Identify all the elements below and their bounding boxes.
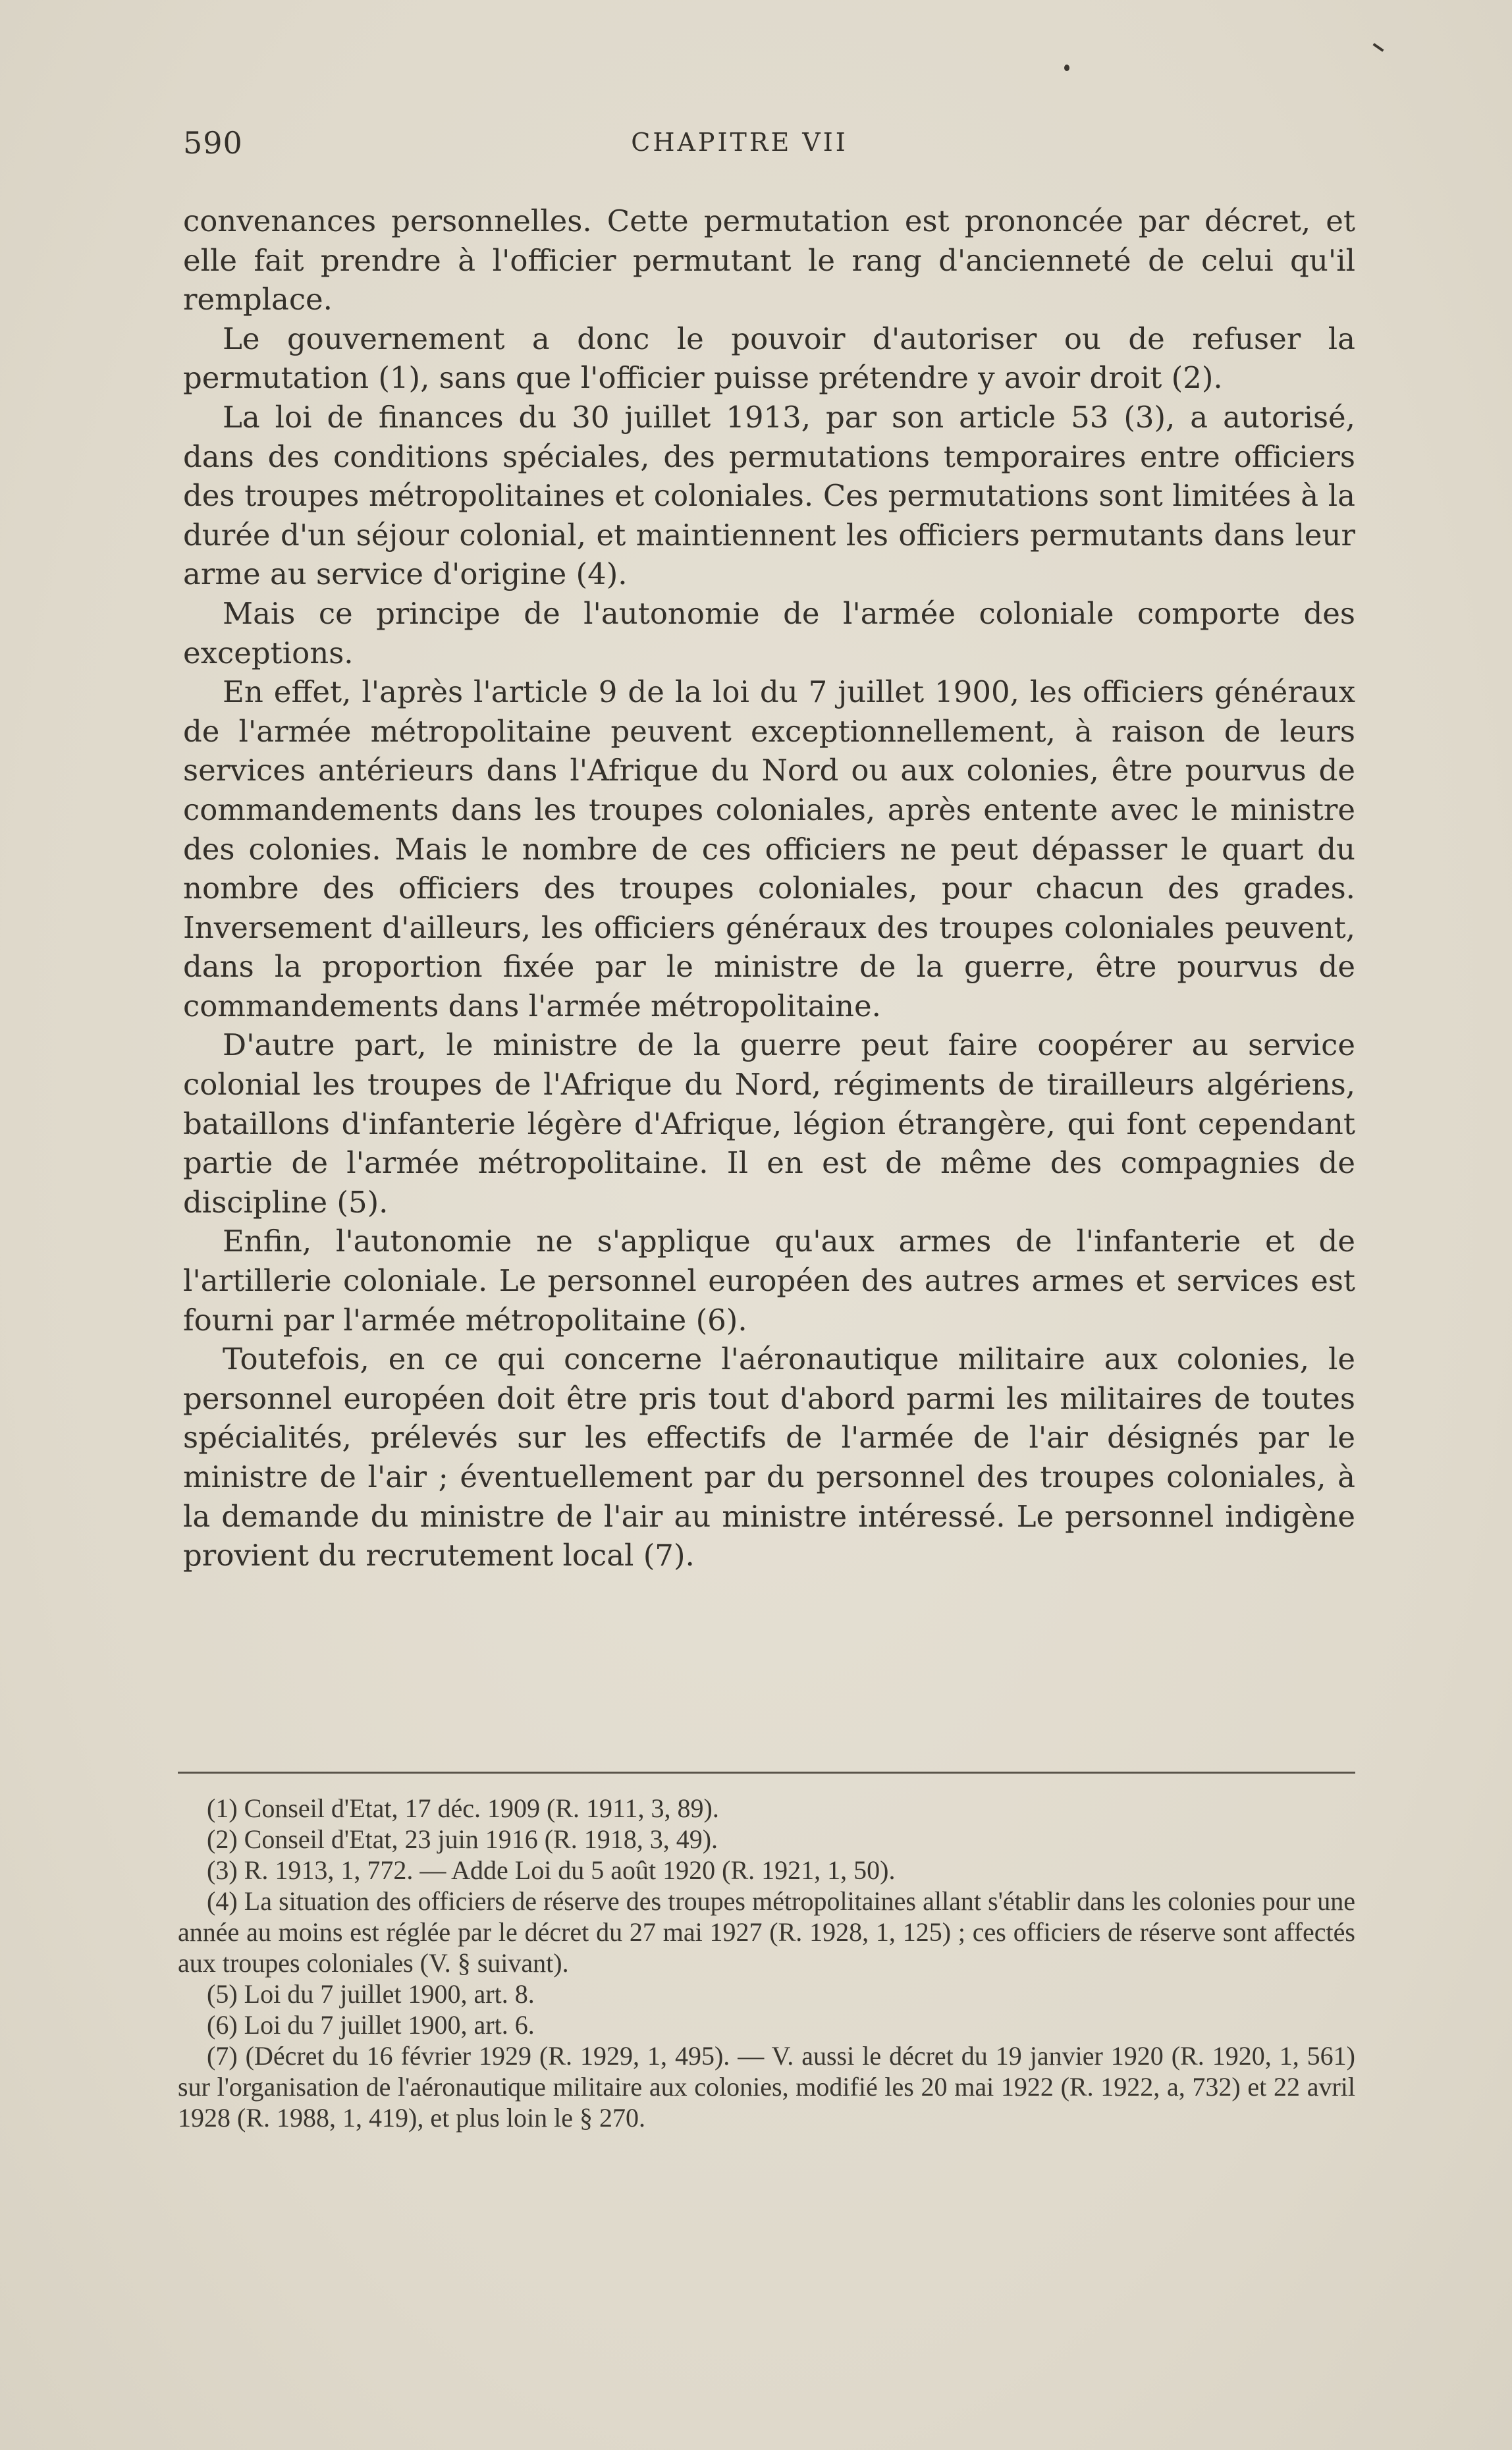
footnote: (6) Loi du 7 juillet 1900, art. 6. (207, 2010, 535, 2040)
ink-speck (1064, 65, 1069, 71)
footnote: (1) Conseil d'Etat, 17 déc. 1909 (R. 1911, 3, 89). (207, 1793, 719, 1823)
page-header (183, 125, 1355, 165)
footnote: (7) (Décret du 16 février 1929 (R. 1929, 1, 495). — V. aussi le décret du 19 janvier 1920 (R. 1920, 1, 561) sur l'organisation de l'aéronautique militaire aux colonies, modifié les 20 mai 1922 (R. 1922, a, 732) et 22 avril 1928 (R. 1988, 1, 419), et plus loin le § 270. (178, 2041, 1355, 2133)
paragraph: En effet, l'après l'article 9 de la loi du 7 juillet 1900, les officiers généraux de l'armée métropolitaine peuvent exceptionnellement, à raison de leurs services antérieurs dans l'Afrique du Nord ou aux colonies, être pourvus de commandements dans les troupes coloniales, après entente avec le ministre des colonies. Mais le nombre de ces officiers ne peut dépasser le quart du nombre des officiers des troupes coloniales, pour chacun des grades. Inversement d'ailleurs, les officiers généraux des troupes coloniales peuvent, dans la proportion fixée par le ministre de la guerre, être pourvus de commandements dans l'armée métropolitaine. (183, 674, 1355, 1023)
paragraph: Le gouvernement a donc le pouvoir d'autoriser ou de refuser la permutation (1), sans que l'officier puisse prétendre y avoir droit (2). (183, 321, 1355, 396)
page-number: 590 (183, 125, 243, 161)
paragraph: Enfin, l'autonomie ne s'applique qu'aux armes de l'infanterie et de l'artillerie coloniale. Le personnel européen des autres armes et services est fourni par l'armée métropolitaine (6). (183, 1224, 1355, 1338)
footnote-divider (178, 1772, 1355, 1774)
ink-speck (1372, 43, 1384, 52)
footnote: (5) Loi du 7 juillet 1900, art. 8. (207, 1979, 535, 2009)
paragraph: Mais ce principe de l'autonomie de l'armée coloniale comporte des exceptions. (183, 595, 1355, 670)
footnote: (4) La situation des officiers de réserve des troupes métropolitaines allant s'établir dans les colonies pour une année au moins est réglée par le décret du 27 mai 1927 (R. 1928, 1, 125) ; ces officiers de réserve sont affectés aux troupes coloniales (V. § suivant). (178, 1886, 1355, 1978)
paragraph: Toutefois, en ce qui concerne l'aéronautique militaire aux colonies, le personnel européen doit être pris tout d'abord parmi les militaires de toutes spécialités, prélevés sur les effectifs de l'armée de l'air désignés par le ministre de l'air ; éventuellement par du personnel des troupes coloniales, à la demande du ministre de l'air au ministre intéressé. Le personnel indigène provient du recrutement local (7). (183, 1342, 1355, 1573)
footnote: (2) Conseil d'Etat, 23 juin 1916 (R. 1918, 3, 49). (207, 1824, 718, 1854)
paragraph: D'autre part, le ministre de la guerre peut faire coopérer au service colonial les troupes de l'Afrique du Nord, régiments de tirailleurs algériens, bataillons d'infanterie légère d'Afrique, légion étrangère, qui font cependant partie de l'armée métropolitaine. Il en est de même des compagnies de discipline (5). (183, 1027, 1355, 1220)
paragraph: La loi de finances du 30 juillet 1913, par son article 53 (3), a autorisé, dans des conditions spéciales, des permutations temporaires entre officiers des troupes métropolitaines et coloniales. Ces permutations sont limitées à la durée d'un séjour colonial, et maintiennent les officiers permutants dans leur arme au service d'origine (4). (183, 399, 1355, 592)
paragraph: convenances personnelles. Cette permutation est prononcée par décret, et elle fait prendre à l'officier permutant le rang d'ancienneté de celui qu'il remplace. (183, 204, 1355, 317)
body-text (183, 202, 1355, 1575)
footnote: (3) R. 1913, 1, 772. — Adde Loi du 5 août 1920 (R. 1921, 1, 50). (207, 1855, 896, 1885)
chapter-title: CHAPITRE VII (631, 128, 848, 157)
footnotes (178, 1793, 1355, 2133)
